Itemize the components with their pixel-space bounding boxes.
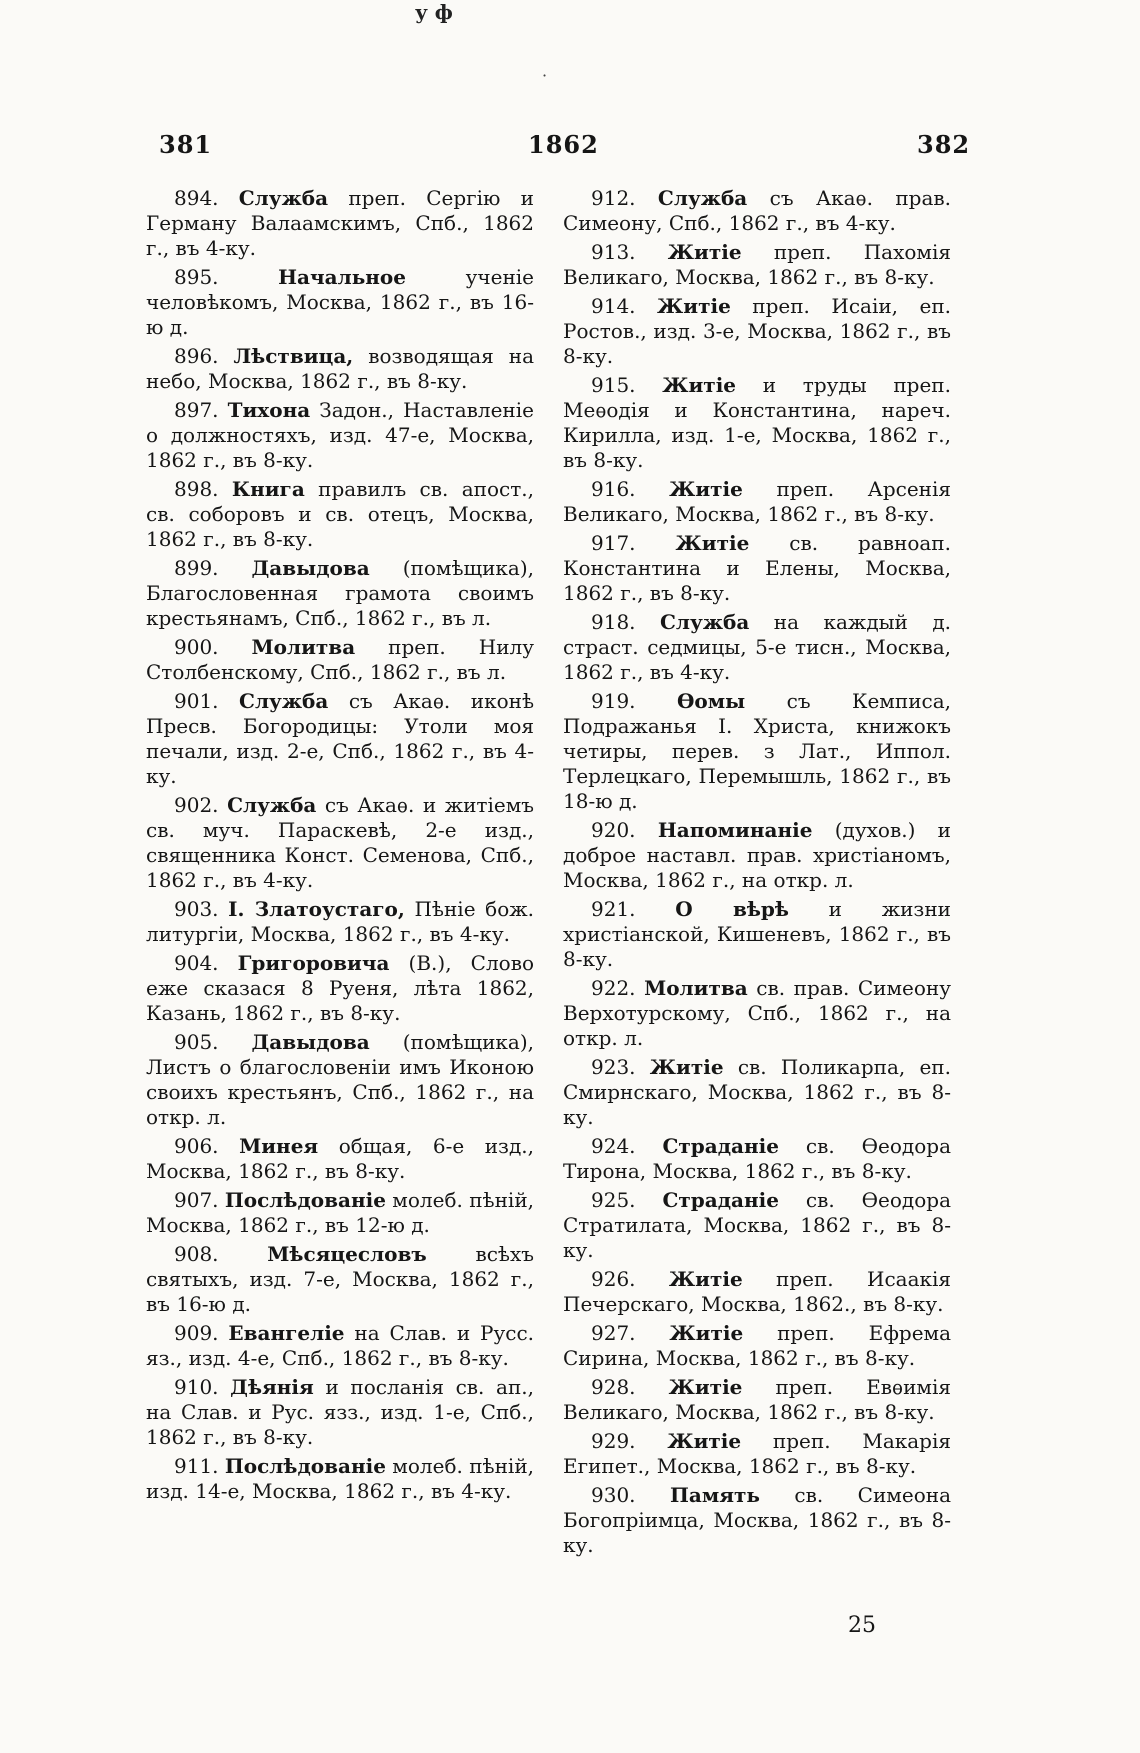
catalog-entry: [563, 531, 951, 606]
entry-text: преп. Нилу Столбенскому, Спб., 1862 г., въ л.: [146, 635, 534, 684]
entry-keyword: Житіе: [669, 477, 743, 501]
entry-number: 911.: [174, 1454, 219, 1478]
entry-number: 895.: [174, 265, 219, 289]
entry-text: правилъ св. апост., св. соборовъ и св. отецъ, Москва, 1862 г., въ 8-ку.: [146, 477, 534, 551]
entry-text: съ Акаѳ. и житіемъ св. муч. Параскевѣ, 2-е изд., священника Конст. Семенова, Спб., 1862 г., въ 4-ку.: [146, 793, 535, 892]
catalog-entry: [563, 976, 951, 1051]
entry-keyword: Давыдова: [251, 556, 370, 580]
entry-keyword: Давыдова: [251, 1030, 370, 1054]
catalog-entry: [146, 1454, 534, 1504]
entry-keyword: Страданіе: [662, 1134, 779, 1158]
catalog-entry: [563, 240, 951, 290]
entry-text: преп. Арсенія Великаго, Москва, 1862 г., въ 8-ку.: [563, 477, 951, 526]
entry-text: преп. Макарія Египет., Москва, 1862 г., въ 8-ку.: [563, 1429, 952, 1478]
catalog-entry: [563, 818, 951, 893]
catalog-entry: [146, 265, 534, 340]
catalog-entry: [146, 1134, 534, 1184]
entry-number: 924.: [591, 1134, 636, 1158]
catalog-entry: [146, 635, 534, 685]
entry-text: молеб. пѣній, Москва, 1862 г., въ 12-ю д.: [146, 1188, 535, 1237]
entry-keyword: Житіе: [668, 1267, 743, 1291]
entry-keyword: Житіе: [649, 1055, 724, 1079]
entry-text: всѣхъ святыхъ, изд. 7-е, Москва, 1862 г., въ 16-ю д.: [146, 1242, 534, 1316]
entry-text: св. прав. Симеону Верхотурскому, Спб., 1862 г., на откр. л.: [563, 976, 952, 1050]
catalog-entry: [563, 1055, 951, 1130]
entry-text: молеб. пѣній, изд. 14-е, Москва, 1862 г., въ 4-ку.: [146, 1454, 535, 1503]
catalog-entry: [563, 1321, 951, 1371]
entry-text: св. Ѳеодора Тирона, Москва, 1862 г., въ 8-ку.: [563, 1134, 952, 1183]
entry-keyword: Служба: [227, 793, 317, 817]
entry-text: на Слав. и Русс. яз., изд. 4-е, Спб., 1862 г., въ 8-ку.: [146, 1321, 535, 1370]
entry-number: 920.: [591, 818, 636, 842]
entry-keyword: Начальное: [278, 265, 406, 289]
catalog-entry: [563, 373, 951, 473]
entry-number: 904.: [174, 951, 219, 975]
signature-mark: 25: [848, 1613, 876, 1638]
catalog-entry: [146, 556, 534, 631]
entry-number: 923.: [591, 1055, 636, 1079]
entry-text: возводящая на небо, Москва, 1862 г., въ 8-ку.: [146, 344, 535, 393]
catalog-entry: [563, 1483, 951, 1558]
catalog-entry: [146, 398, 534, 473]
entry-keyword: Житіе: [667, 1429, 742, 1453]
entry-number: 896.: [174, 344, 219, 368]
catalog-entry: [146, 689, 534, 789]
entry-keyword: Евангеліе: [228, 1321, 345, 1345]
entry-number: 918.: [591, 610, 636, 634]
entry-number: 910.: [174, 1375, 219, 1399]
catalog-entry: [563, 477, 951, 527]
entry-text: преп. Ефрема Сирина, Москва, 1862 г., въ 8-ку.: [563, 1321, 952, 1370]
entry-text: преп. Пахомія Великаго, Москва, 1862 г., въ 8-ку.: [563, 240, 951, 289]
catalog-entry: [146, 1030, 534, 1130]
entry-keyword: Минея: [239, 1134, 319, 1158]
entry-text: ученіе человѣкомъ, Москва, 1862 г., въ 16-ю д.: [146, 265, 535, 339]
catalog-entry: [563, 689, 951, 814]
entry-number: 898.: [174, 477, 219, 501]
left-column: [146, 186, 534, 1508]
entry-keyword: О вѣрѣ: [675, 897, 789, 921]
entry-text: преп. Исаакія Печерскаго, Москва, 1862., въ 8-ку.: [563, 1267, 952, 1316]
entry-number: 915.: [591, 373, 636, 397]
entry-keyword: Житіе: [667, 240, 742, 264]
entry-keyword: Мѣсяцесловъ: [267, 1242, 427, 1266]
entry-number: 929.: [591, 1429, 636, 1453]
catalog-entry: [146, 1242, 534, 1317]
right-column: [563, 186, 951, 1562]
entry-keyword: Житіе: [668, 1375, 743, 1399]
entry-number: 927.: [591, 1321, 636, 1345]
top-edge-mark: у ф: [415, 0, 453, 24]
entry-number: 925.: [591, 1188, 636, 1212]
entry-text: св. Симеона Богопріимца, Москва, 1862 г., въ 8-ку.: [563, 1483, 951, 1557]
catalog-entry: [146, 186, 534, 261]
catalog-entry: [563, 1188, 951, 1263]
entry-text: (помѣщика), Благословенная грамота своимъ крестьянамъ, Спб., 1862 г., въ л.: [146, 556, 535, 630]
catalog-entry: [146, 1321, 534, 1371]
entry-text: съ Акаѳ. прав. Симеону, Спб., 1862 г., въ 4-ку.: [563, 186, 951, 235]
entry-number: 913.: [591, 240, 636, 264]
entry-number: 928.: [591, 1375, 636, 1399]
entry-keyword: Память: [669, 1483, 760, 1507]
catalog-entry: [146, 477, 534, 552]
entry-text: преп. Евѳимія Великаго, Москва, 1862 г., въ 8-ку.: [563, 1375, 951, 1424]
entry-text: и жизни христіанской, Кишеневъ, 1862 г., въ 8-ку.: [563, 897, 951, 971]
entry-number: 903.: [174, 897, 219, 921]
entry-text: на каждый д. страст. седмицы, 5-е тисн., Москва, 1862 г., въ 4-ку.: [563, 610, 952, 684]
entry-keyword: Служба: [238, 186, 329, 210]
entry-keyword: Ѳомы: [676, 689, 746, 713]
entry-number: 905.: [174, 1030, 219, 1054]
entry-number: 921.: [591, 897, 636, 921]
entry-text: Задон., Наставленіе о должностяхъ, изд. 47-е, Москва, 1862 г., въ 8-ку.: [146, 398, 534, 472]
entry-text: съ Акаѳ. иконѣ Пресв. Богородицы: Утоли моя печали, изд. 2-е, Спб., 1862 г., въ 4-ку.: [146, 689, 535, 788]
entry-keyword: Григоровича: [237, 951, 390, 975]
entry-number: 906.: [174, 1134, 219, 1158]
entry-number: 914.: [591, 294, 636, 318]
entry-number: 919.: [591, 689, 636, 713]
entry-keyword: Книга: [231, 477, 305, 501]
entry-keyword: Послѣдованіе: [224, 1188, 386, 1212]
catalog-entry: [563, 186, 951, 236]
entry-keyword: Лѣствица,: [233, 344, 354, 368]
entry-keyword: Житіе: [662, 373, 737, 397]
catalog-entry: [146, 951, 534, 1026]
entry-number: 908.: [174, 1242, 219, 1266]
catalog-entry: [146, 793, 534, 893]
entry-number: 916.: [591, 477, 636, 501]
entry-keyword: Послѣдованіе: [224, 1454, 386, 1478]
entry-number: 909.: [174, 1321, 219, 1345]
entry-number: 922.: [591, 976, 636, 1000]
top-dot-mark: ·: [542, 66, 548, 85]
entry-number: 907.: [174, 1188, 219, 1212]
catalog-entry: [563, 610, 951, 685]
entry-text: и посланія св. ап., на Слав. и Рус. язз., изд. 1-е, Спб., 1862 г., въ 8-ку.: [146, 1375, 535, 1449]
left-page-number: 381: [159, 130, 213, 159]
entry-text: св. Ѳеодора Стратилата, Москва, 1862 г., въ 8-ку.: [563, 1188, 952, 1262]
entry-text: (помѣщика), Листъ о благословеніи имъ Иконою своихъ крестьянъ, Спб., 1862 г., на откр. л.: [146, 1030, 535, 1129]
entry-number: 912.: [591, 186, 636, 210]
entry-keyword: Напоминаніе: [657, 818, 813, 842]
entry-text: преп. Сергію и Герману Валаамскимъ, Спб., 1862 г., въ 4-ку.: [146, 186, 534, 260]
entry-number: 926.: [591, 1267, 636, 1291]
catalog-entry: [563, 1375, 951, 1425]
entry-number: 901.: [174, 689, 219, 713]
entry-keyword: Житіе: [657, 294, 731, 318]
catalog-entry: [563, 294, 951, 369]
right-page-number: 382: [917, 130, 971, 159]
entry-number: 900.: [174, 635, 219, 659]
catalog-entry: [146, 344, 534, 394]
entry-keyword: Житіе: [675, 531, 750, 555]
entry-keyword: Страданіе: [662, 1188, 779, 1212]
entry-text: (духов.) и доброе наставл. прав. христіаномъ, Москва, 1862 г., на откр. л.: [563, 818, 952, 892]
entry-keyword: І. Златоустаго,: [228, 897, 405, 921]
entry-keyword: Служба: [239, 689, 329, 713]
entry-keyword: Тихона: [227, 398, 311, 422]
catalog-entry: [563, 1267, 951, 1317]
entry-text: преп. Исаіи, еп. Ростов., изд. 3-е, Москва, 1862 г., въ 8-ку.: [563, 294, 952, 368]
entry-text: Пѣніе бож. литургіи, Москва, 1862 г., въ 4-ку.: [146, 897, 535, 946]
entry-keyword: Молитва: [251, 635, 356, 659]
entry-number: 894.: [174, 186, 219, 210]
entry-text: и труды преп. Меѳодія и Константина, нареч. Кирилла, изд. 1-е, Москва, 1862 г., въ 8-ку.: [563, 373, 951, 472]
entry-keyword: Дѣянія: [230, 1375, 314, 1399]
running-head-year: 1862: [528, 130, 599, 159]
entry-number: 899.: [174, 556, 219, 580]
entry-text: общая, 6-е изд., Москва, 1862 г., въ 8-ку.: [146, 1134, 534, 1183]
entry-keyword: Служба: [660, 610, 750, 634]
catalog-entry: [563, 1429, 951, 1479]
entry-text: (В.), Слово еже сказася 8 Руеня, лѣта 1862, Казань, 1862 г., въ 8-ку.: [146, 951, 534, 1025]
entry-keyword: Житіе: [669, 1321, 744, 1345]
catalog-entry: [146, 1375, 534, 1450]
entry-number: 930.: [591, 1483, 636, 1507]
catalog-entry: [563, 1134, 951, 1184]
entry-text: св. Поликарпа, еп. Смирнскаго, Москва, 1862 г., въ 8-ку.: [563, 1055, 951, 1129]
catalog-entry: [146, 897, 534, 947]
catalog-entry: [146, 1188, 534, 1238]
entry-number: 902.: [174, 793, 219, 817]
entry-number: 917.: [591, 531, 636, 555]
entry-keyword: Молитва: [644, 976, 748, 1000]
entry-keyword: Служба: [657, 186, 748, 210]
catalog-entry: [563, 897, 951, 972]
entry-text: съ Кемписа, Подражанья І. Христа, книжокъ четиры, перев. з Лат., Иппол. Терлецкаго, Перемышль, 1862 г., въ 18-ю д.: [563, 689, 952, 813]
entry-number: 897.: [174, 398, 219, 422]
entry-text: св. равноап. Константина и Елены, Москва, 1862 г., въ 8-ку.: [563, 531, 951, 605]
